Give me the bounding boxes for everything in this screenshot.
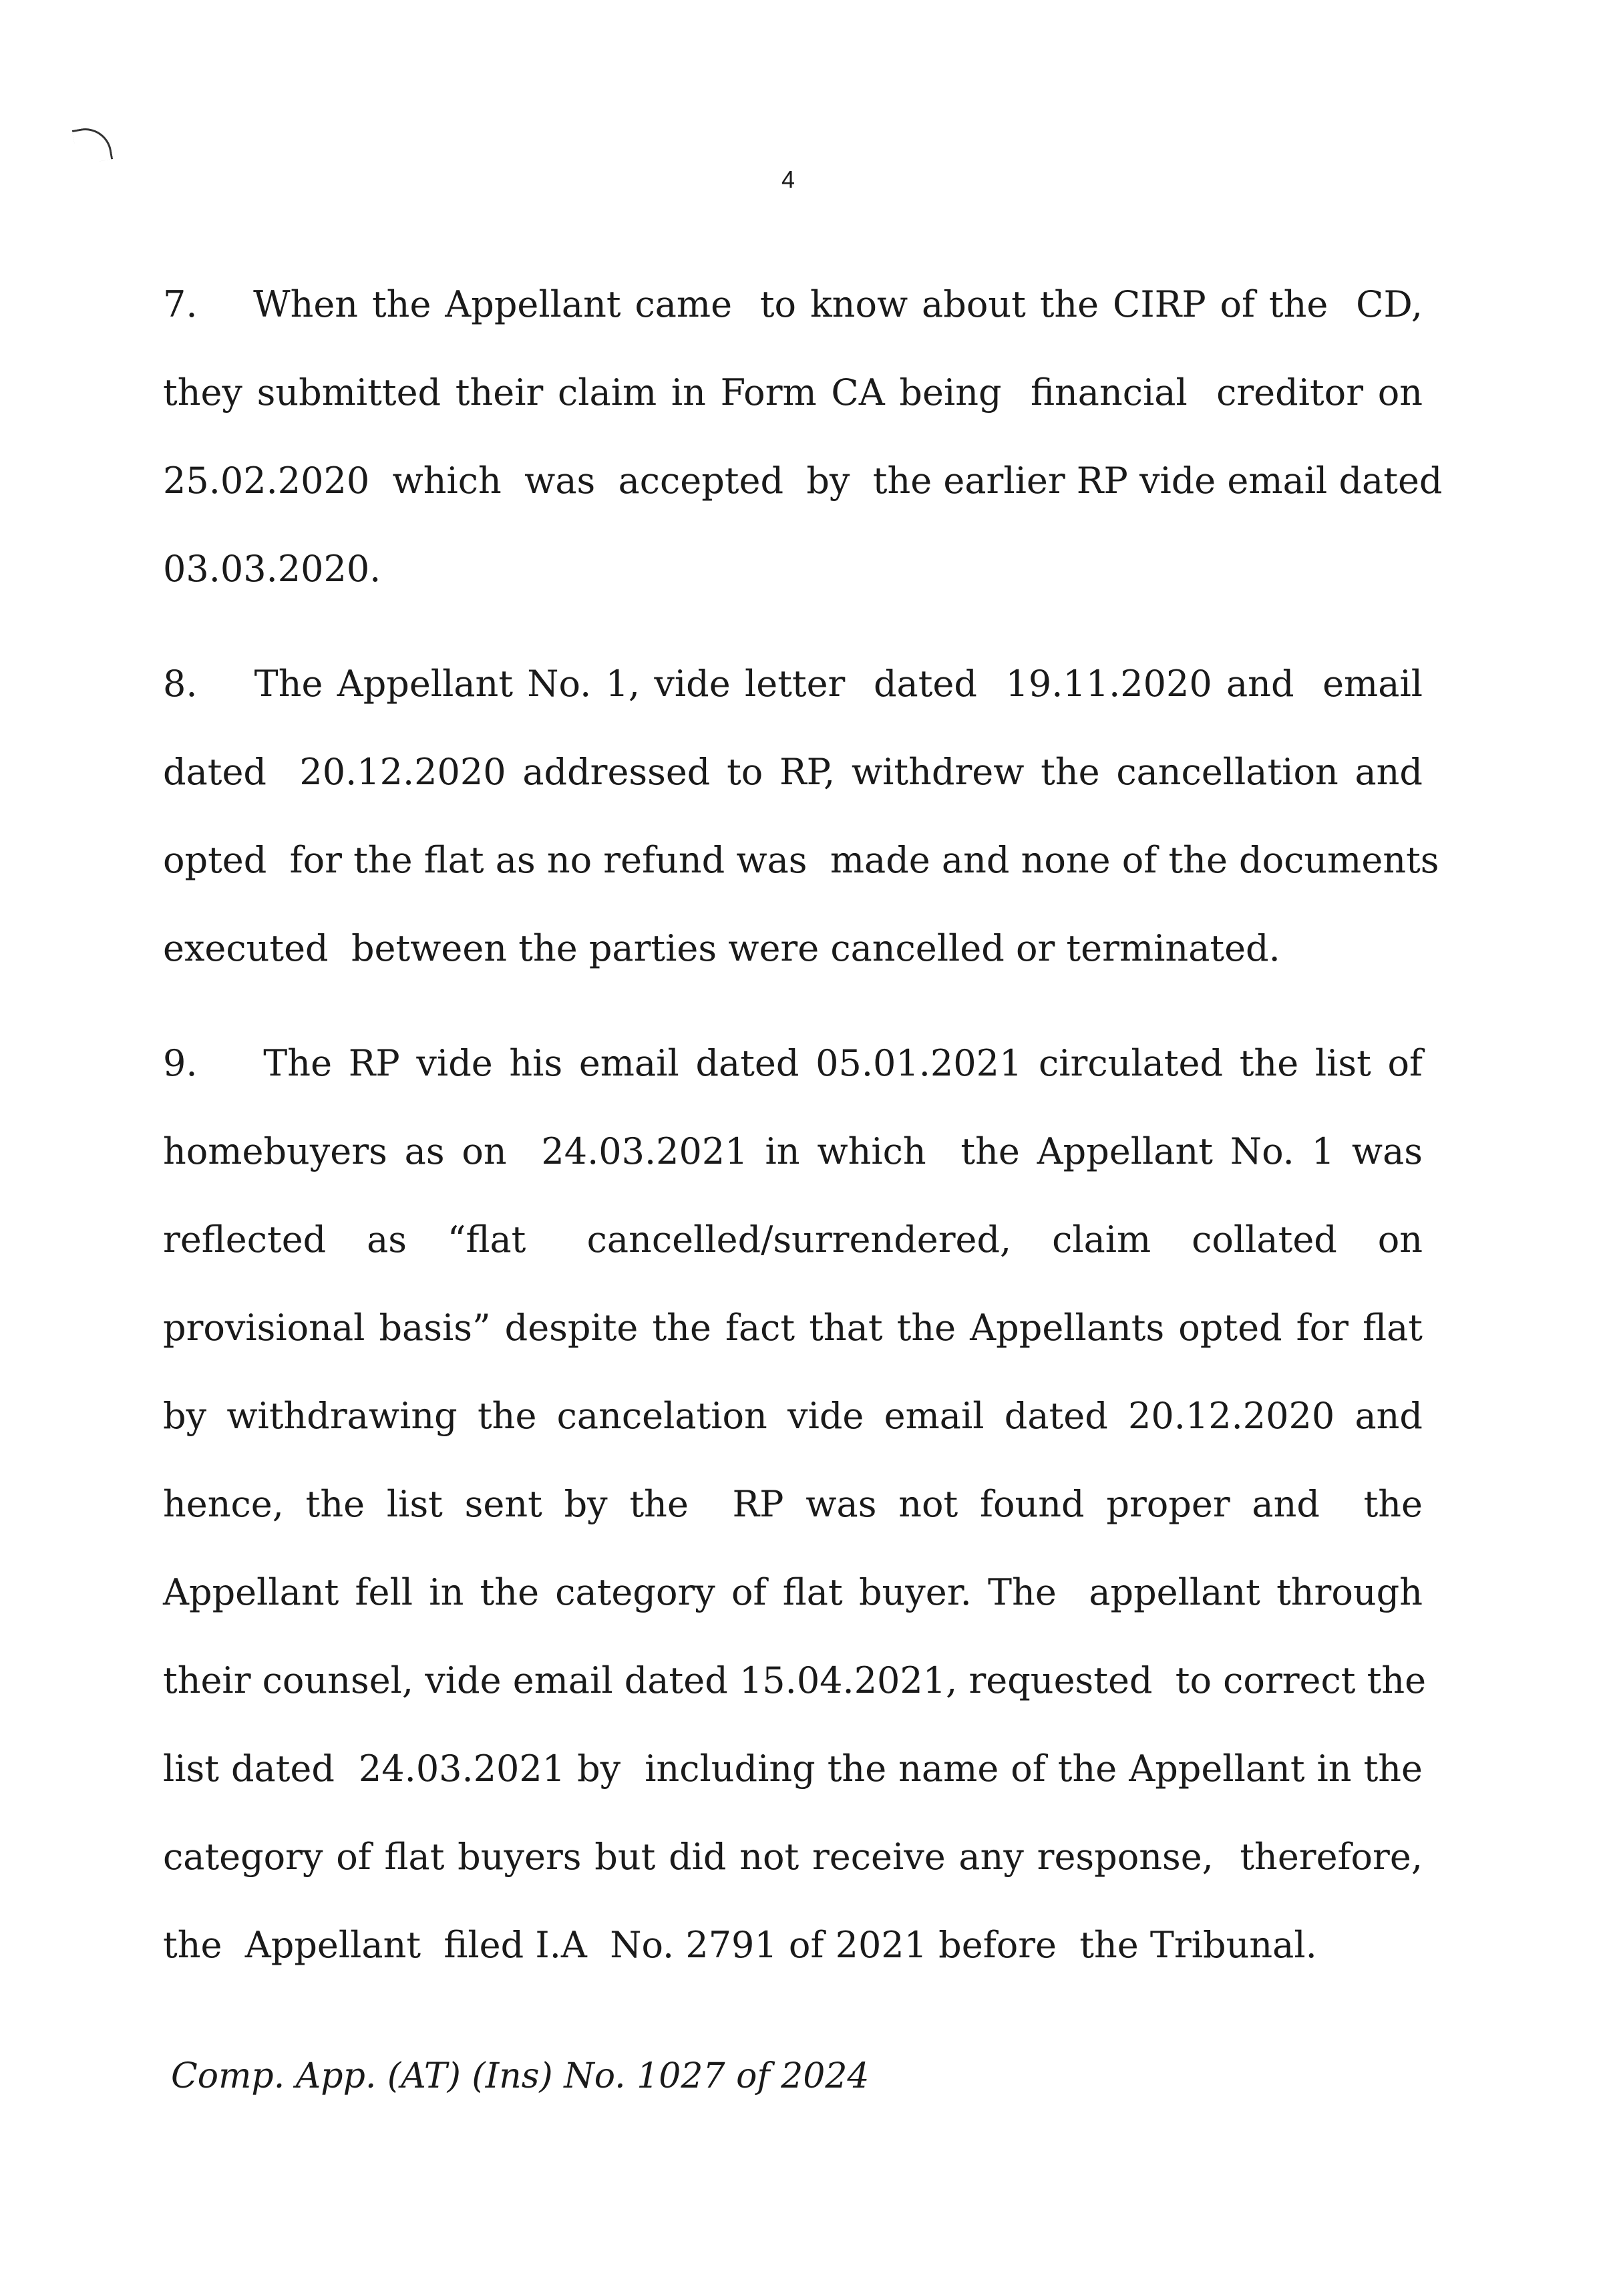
body-text: [163, 261, 1443, 1989]
paragraph-line: 8. The Appellant No. 1, vide letter dated 19.11.2020 and email: [163, 663, 1423, 705]
paragraph-8: [163, 640, 1439, 993]
paragraph-line: their counsel, vide email dated 15.04.2021, requested to correct the: [163, 1659, 1427, 1701]
pen-mark-decoration: [72, 124, 113, 165]
paragraph-line: homebuyers as on 24.03.2021 in which the Appellant No. 1 was: [163, 1130, 1423, 1172]
paragraph-line: category of flat buyers but did not receive any response, therefore,: [163, 1836, 1423, 1878]
paragraph-line: hence, the list sent by the RP was not found proper and the: [163, 1483, 1423, 1525]
paragraph-line: they submitted their claim in Form CA being financial creditor on: [163, 371, 1423, 414]
paragraph-line: the Appellant filed I.A No. 2791 of 2021 before the Tribunal.: [163, 1924, 1317, 1966]
paragraph-line: Appellant fell in the category of flat buyer. The appellant through: [163, 1571, 1423, 1613]
paragraph-line: reflected as “flat cancelled/surrendered, claim collated on: [163, 1218, 1423, 1261]
case-reference-footer: Comp. App. (AT) (Ins) No. 1027 of 2024: [171, 2056, 870, 2096]
paragraph-7: [163, 261, 1443, 613]
paragraph-line: list dated 24.03.2021 by including the name of the Appellant in the: [163, 1748, 1423, 1790]
paragraph-line: opted for the flat as no refund was made and none of the documents: [163, 839, 1439, 881]
paragraph-line: by withdrawing the cancelation vide email dated 20.12.2020 and: [163, 1395, 1423, 1437]
paragraph-line: 7. When the Appellant came to know about the CIRP of the CD,: [163, 283, 1423, 325]
page-number: 4: [781, 166, 795, 193]
paragraph-line: provisional basis” despite the fact that the Appellants opted for flat: [163, 1307, 1423, 1349]
paragraph-line: dated 20.12.2020 addressed to RP, withdrew the cancellation and: [163, 751, 1423, 793]
paragraph-line: 03.03.2020.: [163, 548, 381, 590]
paragraph-line: 25.02.2020 which was accepted by the earlier RP vide email dated: [163, 460, 1443, 502]
paragraph-line: executed between the parties were cancelled or terminated.: [163, 927, 1280, 969]
paragraph-line: 9. The RP vide his email dated 05.01.2021 circulated the list of: [163, 1042, 1423, 1084]
paragraph-9: [163, 1019, 1427, 1989]
